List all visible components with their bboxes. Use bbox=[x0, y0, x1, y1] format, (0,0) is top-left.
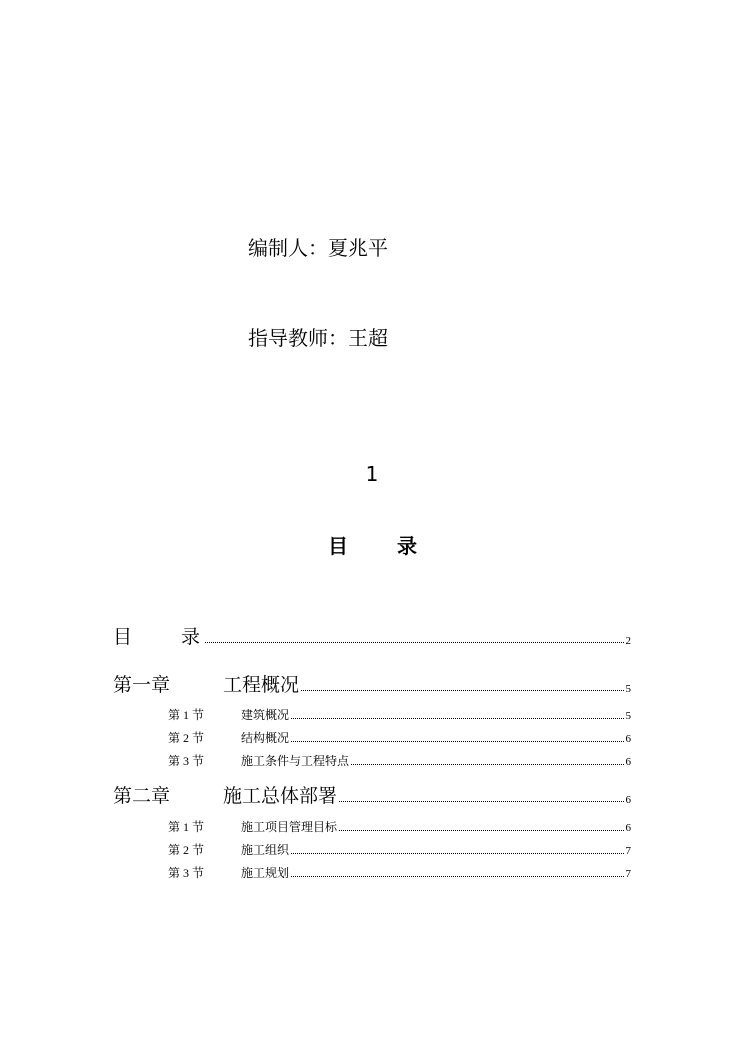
toc-section-title: 施工规划 bbox=[241, 866, 290, 880]
toc-section-number: 第 1 节 bbox=[168, 708, 205, 722]
toc-page-number: 6 bbox=[625, 822, 631, 834]
toc-entry-chapter-2[interactable] bbox=[113, 785, 631, 807]
toc-section-title: 施工组织 bbox=[241, 843, 290, 857]
toc-entry-label-char-1: 目 bbox=[113, 626, 133, 648]
compiler-line: 编制人：夏兆平 bbox=[248, 236, 388, 260]
advisor-line: 指导教师：王超 bbox=[248, 326, 388, 350]
toc-dot-leader bbox=[339, 830, 623, 831]
toc-entry-section-1-1[interactable] bbox=[168, 707, 631, 723]
toc-page-number: 5 bbox=[625, 683, 631, 695]
toc-dot-leader bbox=[301, 690, 623, 691]
toc-section-number: 第 2 节 bbox=[168, 843, 205, 857]
toc-heading-char-1: 目 bbox=[328, 534, 348, 558]
toc-page-number: 2 bbox=[625, 635, 631, 647]
toc-section-title: 施工项目管理目标 bbox=[241, 820, 338, 834]
toc-dot-leader bbox=[291, 876, 623, 877]
toc-dot-leader bbox=[291, 853, 623, 854]
toc-page-number: 6 bbox=[625, 733, 631, 745]
toc-page-number: 6 bbox=[625, 794, 631, 806]
toc-page-number: 5 bbox=[625, 710, 631, 722]
toc-entry-section-1-2[interactable] bbox=[168, 730, 631, 746]
page-number: 1 bbox=[365, 462, 379, 486]
toc-entry-chapter-1[interactable] bbox=[113, 674, 631, 696]
toc-dot-leader bbox=[339, 801, 623, 802]
toc-chapter-title: 施工总体部署 bbox=[223, 785, 338, 807]
toc-entry-contents[interactable] bbox=[113, 626, 631, 648]
toc-entry-label-char-2: 录 bbox=[181, 626, 201, 648]
toc-dot-leader bbox=[291, 718, 623, 719]
toc-page-number: 7 bbox=[625, 868, 631, 880]
toc-entry-section-1-3[interactable] bbox=[168, 753, 631, 769]
toc-section-number: 第 2 节 bbox=[168, 731, 205, 745]
toc-dot-leader bbox=[205, 642, 624, 643]
toc-section-number: 第 3 节 bbox=[168, 866, 205, 880]
toc-entry-section-2-1[interactable] bbox=[168, 819, 631, 835]
toc-section-number: 第 3 节 bbox=[168, 754, 205, 768]
toc-heading-char-2: 录 bbox=[397, 534, 417, 558]
toc-page-number: 7 bbox=[625, 845, 631, 857]
toc-entry-section-2-2[interactable] bbox=[168, 842, 631, 858]
toc-page-number: 6 bbox=[625, 756, 631, 768]
toc-entry-label bbox=[113, 626, 203, 648]
toc-section-title: 建筑概况 bbox=[241, 708, 290, 722]
toc-section-title: 施工条件与工程特点 bbox=[241, 754, 350, 768]
toc-dot-leader bbox=[291, 741, 623, 742]
toc-chapter-title: 工程概况 bbox=[223, 674, 300, 696]
toc-section-title: 结构概况 bbox=[241, 731, 290, 745]
toc-chapter-number: 第一章 bbox=[113, 674, 171, 696]
toc-chapter-number: 第二章 bbox=[113, 785, 171, 807]
toc-section-number: 第 1 节 bbox=[168, 820, 205, 834]
toc-dot-leader bbox=[351, 764, 623, 765]
toc-entry-section-2-3[interactable] bbox=[168, 865, 631, 881]
